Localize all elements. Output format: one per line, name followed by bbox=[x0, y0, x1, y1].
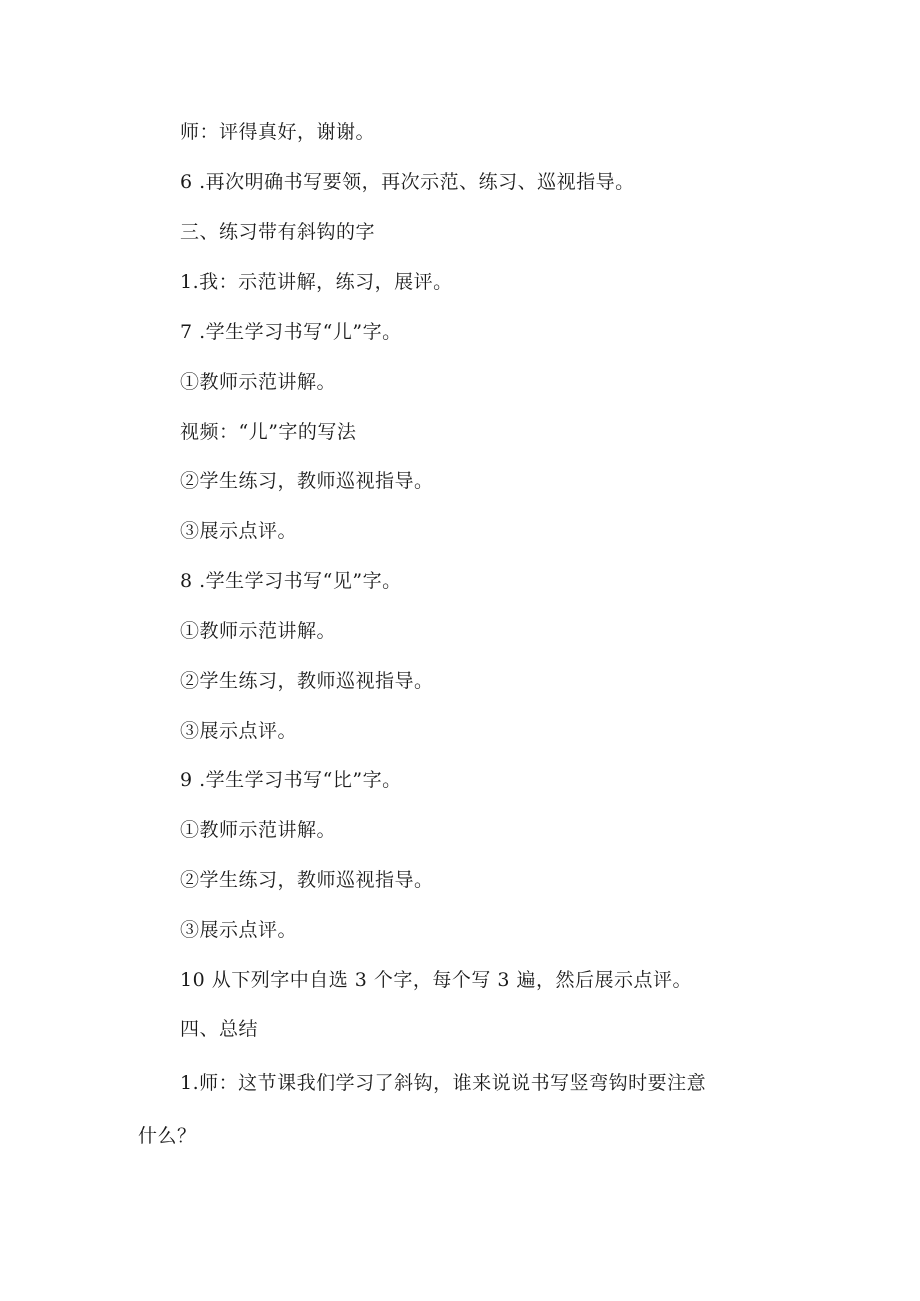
paragraph-summary-question: 1.师：这节课我们学习了斜钩，谁来说说书写竖弯钩时要注意 bbox=[180, 1072, 707, 1094]
list-item-teacher-demo: ①教师示范讲解。 bbox=[180, 819, 337, 841]
paragraph-step-1-demo: 1.我：示范讲解，练习，展评。 bbox=[180, 271, 453, 293]
list-item-review: ③展示点评。 bbox=[180, 919, 298, 941]
list-item-student-practice: ②学生练习，教师巡视指导。 bbox=[180, 869, 434, 891]
paragraph-video-note: 视频：“儿”字的写法 bbox=[180, 421, 357, 443]
paragraph-step-10: 10 从下列字中自选 3 个字，每个写 3 遍，然后展示点评。 bbox=[180, 969, 693, 991]
list-item-student-practice: ②学生练习，教师巡视指导。 bbox=[180, 470, 434, 492]
list-item-teacher-demo: ①教师示范讲解。 bbox=[180, 371, 337, 393]
paragraph-step-9: 9 .学生学习书写“比”字。 bbox=[180, 769, 402, 791]
paragraph-teacher-praise: 师：评得真好，谢谢。 bbox=[180, 121, 376, 143]
paragraph-step-8: 8 .学生学习书写“见”字。 bbox=[180, 570, 402, 592]
list-item-review: ③展示点评。 bbox=[180, 520, 298, 542]
list-item-teacher-demo: ①教师示范讲解。 bbox=[180, 620, 337, 642]
section-heading-4: 四、总结 bbox=[180, 1018, 259, 1040]
paragraph-step-7: 7 .学生学习书写“儿”字。 bbox=[180, 321, 402, 343]
list-item-review: ③展示点评。 bbox=[180, 720, 298, 742]
list-item-student-practice: ②学生练习，教师巡视指导。 bbox=[180, 670, 434, 692]
paragraph-summary-question-continued: 什么？ bbox=[138, 1125, 197, 1147]
paragraph-step-6: 6 .再次明确书写要领，再次示范、练习、巡视指导。 bbox=[180, 171, 635, 193]
section-heading-3: 三、练习带有斜钩的字 bbox=[180, 221, 376, 243]
